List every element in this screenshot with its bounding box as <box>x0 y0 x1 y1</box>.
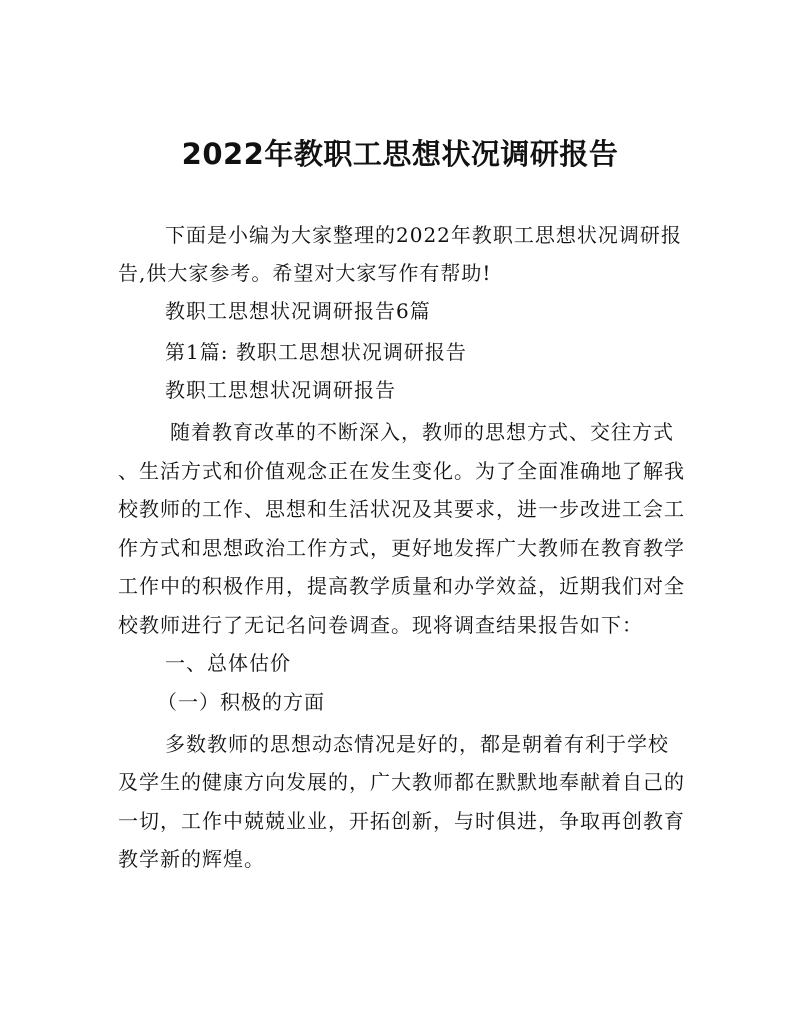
paragraph-line: 、生活方式和价值观念正在发生变化。为了全面准确地了解我 <box>118 459 685 483</box>
paragraph-line: 及学生的健康方向发展的，广大教师都在默默地奉献着自己的 <box>118 770 685 794</box>
paragraph-line: 教学新的辉煌。 <box>118 847 265 871</box>
paragraph-line: 教职工思想状况调研报告6篇 <box>165 299 431 323</box>
paragraph-line: 多数教师的思想动态情况是好的，都是朝着有利于学校 <box>165 732 669 756</box>
subtitle-line: 教职工思想状况调研报告 <box>165 378 396 402</box>
section-heading: 一、总体估价 <box>165 651 291 675</box>
paragraph-line: 作方式和思想政治工作方式，更好地发挥广大教师在教育教学 <box>118 536 685 560</box>
section-heading: 第1篇: 教职工思想状况调研报告 <box>165 340 467 364</box>
paragraph-line: 工作中的积极作用，提高教学质量和办学效益，近期我们对全 <box>118 574 685 598</box>
paragraph-line: 校教师的工作、思想和生活状况及其要求，进一步改进工会工 <box>118 497 685 521</box>
paragraph-line: 校教师进行了无记名问卷调查。现将调查结果报告如下： <box>118 613 643 637</box>
subsection-heading: （一）积极的方面 <box>157 690 325 714</box>
paragraph-line: 一切，工作中兢兢业业，开拓创新，与时俱进，争取再创教育 <box>118 809 685 833</box>
paragraph-line: 告,供大家参考。希望对大家写作有帮助! <box>118 261 492 285</box>
document-title: 2022年教职工思想状况调研报告 <box>181 137 619 171</box>
paragraph-line: 下面是小编为大家整理的2022年教职工思想状况调研报 <box>165 223 682 247</box>
paragraph-line: 随着教育改革的不断深入，教师的思想方式、交往方式 <box>170 420 674 444</box>
